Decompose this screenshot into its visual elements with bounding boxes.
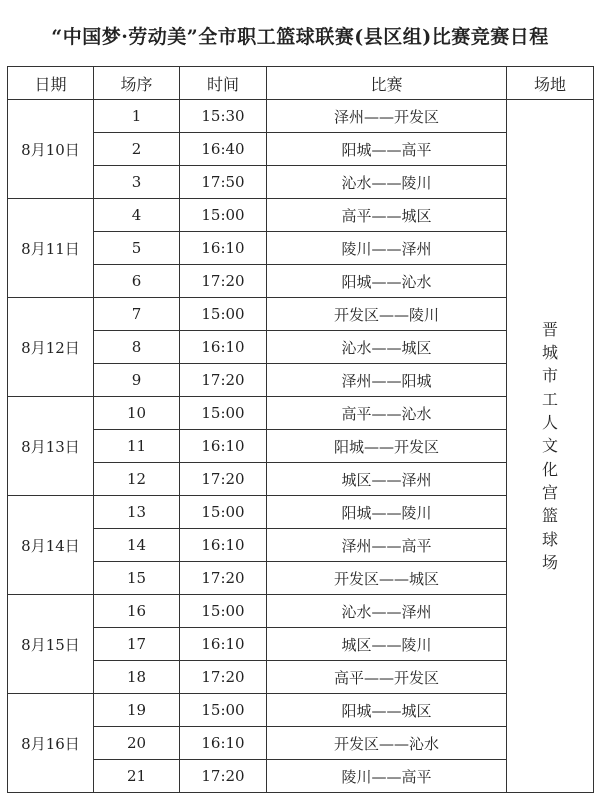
table-row bbox=[8, 463, 594, 496]
table-row bbox=[8, 595, 594, 628]
table-row bbox=[8, 364, 594, 397]
match-number-cell: 12 bbox=[94, 463, 180, 496]
match-number-cell: 11 bbox=[94, 430, 180, 463]
match-number-cell: 6 bbox=[94, 265, 180, 298]
date-cell: 8月16日 bbox=[8, 694, 94, 793]
match-cell: 阳城——沁水 bbox=[267, 265, 507, 298]
time-cell: 16:10 bbox=[180, 430, 267, 463]
schedule-table bbox=[7, 66, 594, 793]
match-cell: 城区——泽州 bbox=[267, 463, 507, 496]
match-cell: 高平——沁水 bbox=[267, 397, 507, 430]
time-cell: 17:20 bbox=[180, 661, 267, 694]
time-cell: 15:00 bbox=[180, 595, 267, 628]
date-cell: 8月13日 bbox=[8, 397, 94, 496]
venue-char: 球 bbox=[541, 529, 558, 549]
match-cell: 陵川——高平 bbox=[267, 760, 507, 793]
match-cell: 阳城——陵川 bbox=[267, 496, 507, 529]
venue-char: 场 bbox=[541, 552, 558, 572]
table-row bbox=[8, 133, 594, 166]
match-cell: 泽州——高平 bbox=[267, 529, 507, 562]
match-cell: 高平——开发区 bbox=[267, 661, 507, 694]
time-cell: 15:00 bbox=[180, 199, 267, 232]
table-row bbox=[8, 232, 594, 265]
time-cell: 15:00 bbox=[180, 694, 267, 727]
time-cell: 15:00 bbox=[180, 397, 267, 430]
match-cell: 泽州——阳城 bbox=[267, 364, 507, 397]
time-cell: 16:10 bbox=[180, 628, 267, 661]
venue-char: 宫 bbox=[541, 482, 558, 502]
venue-char: 文 bbox=[541, 436, 558, 456]
match-number-cell: 4 bbox=[94, 199, 180, 232]
date-cell: 8月11日 bbox=[8, 199, 94, 298]
time-cell: 16:10 bbox=[180, 529, 267, 562]
table-row bbox=[8, 727, 594, 760]
table-row bbox=[8, 529, 594, 562]
match-cell: 开发区——陵川 bbox=[267, 298, 507, 331]
match-cell: 开发区——沁水 bbox=[267, 727, 507, 760]
header-time: 时间 bbox=[180, 67, 267, 100]
time-cell: 15:00 bbox=[180, 496, 267, 529]
match-number-cell: 1 bbox=[94, 100, 180, 133]
match-number-cell: 5 bbox=[94, 232, 180, 265]
match-cell: 陵川——泽州 bbox=[267, 232, 507, 265]
match-cell: 阳城——高平 bbox=[267, 133, 507, 166]
header-date: 日期 bbox=[8, 67, 94, 100]
match-number-cell: 15 bbox=[94, 562, 180, 595]
schedule-body bbox=[8, 100, 594, 793]
time-cell: 16:40 bbox=[180, 133, 267, 166]
time-cell: 17:20 bbox=[180, 364, 267, 397]
header-row bbox=[8, 67, 594, 100]
match-cell: 开发区——城区 bbox=[267, 562, 507, 595]
match-number-cell: 10 bbox=[94, 397, 180, 430]
match-cell: 泽州——开发区 bbox=[267, 100, 507, 133]
time-cell: 17:50 bbox=[180, 166, 267, 199]
venue-char: 晋 bbox=[541, 319, 558, 339]
match-number-cell: 2 bbox=[94, 133, 180, 166]
match-cell: 阳城——城区 bbox=[267, 694, 507, 727]
venue-char: 篮 bbox=[541, 506, 558, 526]
table-row bbox=[8, 265, 594, 298]
venue-char: 城 bbox=[541, 343, 558, 363]
time-cell: 16:10 bbox=[180, 727, 267, 760]
header-match: 比赛 bbox=[267, 67, 507, 100]
match-number-cell: 9 bbox=[94, 364, 180, 397]
venue-char: 工 bbox=[541, 389, 558, 409]
table-row bbox=[8, 100, 594, 133]
venue-char: 人 bbox=[541, 413, 558, 433]
match-cell: 阳城——开发区 bbox=[267, 430, 507, 463]
match-number-cell: 3 bbox=[94, 166, 180, 199]
match-number-cell: 17 bbox=[94, 628, 180, 661]
table-row bbox=[8, 628, 594, 661]
table-row bbox=[8, 298, 594, 331]
table-row bbox=[8, 661, 594, 694]
table-row bbox=[8, 430, 594, 463]
match-cell: 高平——城区 bbox=[267, 199, 507, 232]
document-title: “中国梦·劳动美”全市职工篮球联赛(县区组)比赛竞赛日程 bbox=[51, 26, 549, 48]
venue-char: 市 bbox=[541, 366, 558, 386]
table-row bbox=[8, 331, 594, 364]
match-number-cell: 19 bbox=[94, 694, 180, 727]
match-number-cell: 7 bbox=[94, 298, 180, 331]
match-cell: 沁水——泽州 bbox=[267, 595, 507, 628]
date-cell: 8月14日 bbox=[8, 496, 94, 595]
match-number-cell: 13 bbox=[94, 496, 180, 529]
match-number-cell: 18 bbox=[94, 661, 180, 694]
time-cell: 16:10 bbox=[180, 331, 267, 364]
date-cell: 8月15日 bbox=[8, 595, 94, 694]
table-row bbox=[8, 694, 594, 727]
match-number-cell: 20 bbox=[94, 727, 180, 760]
time-cell: 17:20 bbox=[180, 265, 267, 298]
date-cell: 8月12日 bbox=[8, 298, 94, 397]
venue-cell bbox=[507, 100, 594, 793]
table-row bbox=[8, 496, 594, 529]
header-match-number: 场序 bbox=[94, 67, 180, 100]
header-venue: 场地 bbox=[507, 67, 594, 100]
venue-char: 化 bbox=[541, 459, 558, 479]
match-number-cell: 14 bbox=[94, 529, 180, 562]
table-row bbox=[8, 760, 594, 793]
match-cell: 沁水——城区 bbox=[267, 331, 507, 364]
table-row bbox=[8, 397, 594, 430]
match-cell: 城区——陵川 bbox=[267, 628, 507, 661]
time-cell: 17:20 bbox=[180, 562, 267, 595]
table-row bbox=[8, 199, 594, 232]
match-number-cell: 16 bbox=[94, 595, 180, 628]
match-number-cell: 8 bbox=[94, 331, 180, 364]
date-cell: 8月10日 bbox=[8, 100, 94, 199]
time-cell: 16:10 bbox=[180, 232, 267, 265]
match-number-cell: 21 bbox=[94, 760, 180, 793]
table-row bbox=[8, 166, 594, 199]
match-cell: 沁水——陵川 bbox=[267, 166, 507, 199]
time-cell: 15:30 bbox=[180, 100, 267, 133]
time-cell: 17:20 bbox=[180, 760, 267, 793]
table-row bbox=[8, 562, 594, 595]
time-cell: 17:20 bbox=[180, 463, 267, 496]
time-cell: 15:00 bbox=[180, 298, 267, 331]
